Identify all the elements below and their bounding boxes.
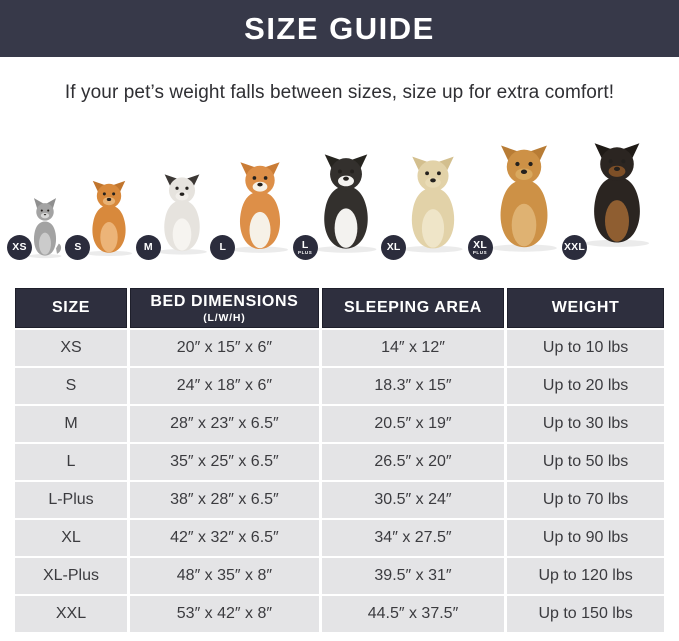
cell-sleeping-area: 30.5″ x 24″ — [322, 482, 504, 518]
cell-weight: Up to 150 lbs — [507, 596, 664, 632]
dog-illustration — [396, 148, 470, 260]
size-guide-table — [12, 286, 667, 634]
table-row-xxl — [15, 596, 664, 632]
size-badge-xl: XL — [381, 235, 406, 260]
size-badge-l: L — [210, 235, 235, 260]
pet-size-illustration-row — [12, 126, 657, 260]
column-header-sleeping-area: SLEEPING AREA — [322, 288, 504, 328]
size-badge-l-plus: L PLUS — [293, 235, 318, 260]
pet-photo-doberman — [563, 129, 657, 260]
cell-bed-dimensions: 38″ x 28″ x 6.5″ — [130, 482, 319, 518]
table-row-xl-plus — [15, 558, 664, 594]
pet-photo-border-collie — [297, 146, 384, 260]
dog-illustration — [577, 129, 657, 260]
cell-size: L-Plus — [15, 482, 127, 518]
dog-illustration — [483, 136, 565, 260]
cell-sleeping-area: 44.5″ x 37.5″ — [322, 596, 504, 632]
table-row-xl — [15, 520, 664, 556]
cell-sleeping-area: 14″ x 12″ — [322, 330, 504, 366]
size-badge-m: M — [136, 235, 161, 260]
cell-sleeping-area: 18.3″ x 15″ — [322, 368, 504, 404]
cell-bed-dimensions: 53″ x 42″ x 8″ — [130, 596, 319, 632]
table-row-s — [15, 368, 664, 404]
dog-illustration — [225, 154, 295, 260]
pet-photo-golden-retriever — [472, 136, 565, 260]
table-row-l — [15, 444, 664, 480]
column-header-bed-dimensions: BED DIMENSIONS (L/W/H) — [130, 288, 319, 328]
cell-bed-dimensions: 20″ x 15″ x 6″ — [130, 330, 319, 366]
cell-weight: Up to 90 lbs — [507, 520, 664, 556]
column-header-weight: WEIGHT — [507, 288, 664, 328]
table-header-row — [15, 288, 664, 328]
cell-size: XL — [15, 520, 127, 556]
cell-weight: Up to 10 lbs — [507, 330, 664, 366]
page-title: SIZE GUIDE — [244, 10, 435, 46]
cell-bed-dimensions: 28″ x 23″ x 6.5″ — [130, 406, 319, 442]
cell-weight: Up to 20 lbs — [507, 368, 664, 404]
cell-bed-dimensions: 24″ x 18″ x 6″ — [130, 368, 319, 404]
cell-size: S — [15, 368, 127, 404]
column-header-size: SIZE — [15, 288, 127, 328]
pet-photo-pomeranian — [74, 176, 138, 260]
cell-sleeping-area: 39.5″ x 31″ — [322, 558, 504, 594]
size-badge-xxl: XXL — [562, 235, 587, 260]
cell-size: XXL — [15, 596, 127, 632]
pet-photo-labrador — [386, 148, 470, 260]
cell-bed-dimensions: 35″ x 25″ x 6.5″ — [130, 444, 319, 480]
size-badge-xl-plus: XL PLUS — [468, 235, 493, 260]
table-row-m — [15, 406, 664, 442]
cell-sleeping-area: 20.5″ x 19″ — [322, 406, 504, 442]
cell-sleeping-area: 34″ x 27.5″ — [322, 520, 504, 556]
cell-size: L — [15, 444, 127, 480]
size-badge-xs: XS — [7, 235, 32, 260]
cell-weight: Up to 30 lbs — [507, 406, 664, 442]
cell-size: M — [15, 406, 127, 442]
pet-photo-shiba-inu — [219, 154, 295, 260]
cell-weight: Up to 50 lbs — [507, 444, 664, 480]
cell-sleeping-area: 26.5″ x 20″ — [322, 444, 504, 480]
cell-size: XS — [15, 330, 127, 366]
cell-weight: Up to 120 lbs — [507, 558, 664, 594]
table-row-xs — [15, 330, 664, 366]
dog-illustration — [308, 146, 384, 260]
cell-size: XL-Plus — [15, 558, 127, 594]
cell-bed-dimensions: 48″ x 35″ x 8″ — [130, 558, 319, 594]
pet-photo-cat — [12, 196, 68, 260]
header-banner — [0, 0, 679, 57]
pet-photo-french-bulldog — [143, 168, 213, 260]
sizing-advice-text: If your pet’s weight falls between sizes, size up for extra comfort! — [64, 82, 615, 103]
table-row-l-plus — [15, 482, 664, 518]
cell-weight: Up to 70 lbs — [507, 482, 664, 518]
cell-bed-dimensions: 42″ x 32″ x 6.5″ — [130, 520, 319, 556]
size-badge-s: S — [65, 235, 90, 260]
bed-dimensions-subheader: (L/W/H) — [203, 311, 246, 324]
